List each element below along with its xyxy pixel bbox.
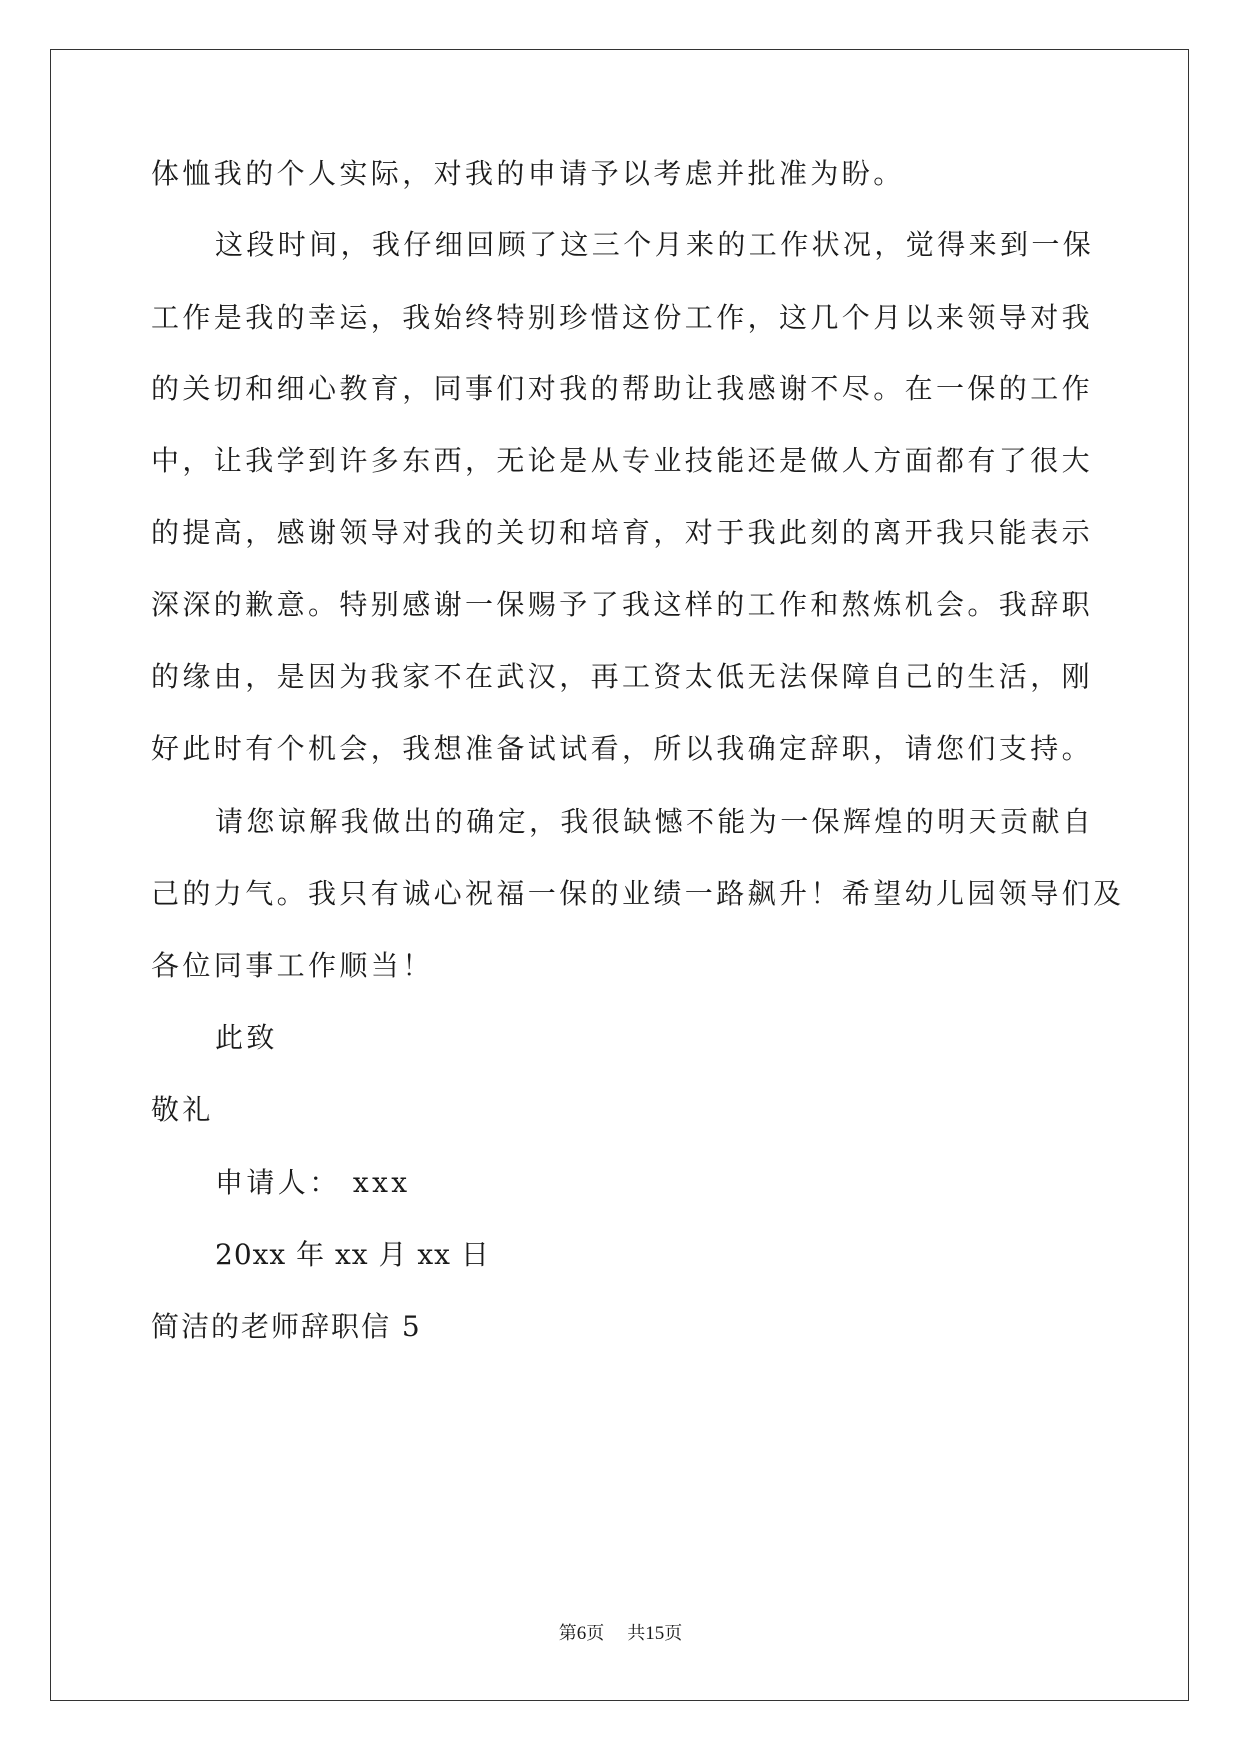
text-line: 体恤我的个人实际，对我的申请予以考虑并批准为盼。	[151, 157, 905, 190]
text-line: 好此时有个机会，我想准备试试看，所以我确定辞职，请您们支持。	[151, 732, 1094, 765]
paragraph-line: 请您谅解我做出的确定，我很缺憾不能为一保辉煌的明天贡献自	[215, 805, 1095, 838]
text-line: 各位同事工作顺当！	[151, 949, 434, 982]
text-line: 工作是我的幸运，我始终特别珍惜这份工作，这几个月以来领导对我	[151, 301, 1094, 334]
text-line: 的关切和细心教育，同事们对我的帮助让我感谢不尽。在一保的工作	[151, 372, 1094, 405]
salutation-regards: 敬礼	[151, 1093, 214, 1126]
page-number: 6	[576, 1623, 587, 1644]
page-suffix: 页	[586, 1623, 605, 1644]
text-line: 深深的歉意。特别感谢一保赐予了我这样的工作和熬炼机会。我辞职	[151, 588, 1094, 621]
text-line: 的缘由，是因为我家不在武汉，再工资太低无法保障自己的生活，刚	[151, 660, 1094, 693]
page-footer	[0, 1622, 1241, 1646]
total-suffix: 页	[664, 1623, 683, 1644]
salutation-closing: 此致	[215, 1021, 278, 1054]
paragraph-line: 这段时间，我仔细回顾了这三个月来的工作状况，觉得来到一保	[215, 228, 1095, 261]
text-line: 己的力气。我只有诚心祝福一保的业绩一路飙升！希望幼儿园领导们及	[151, 877, 1125, 910]
page-prefix: 第	[558, 1623, 577, 1644]
text-line: 中，让我学到许多东西，无论是从专业技能还是做人方面都有了很大	[151, 444, 1094, 477]
page-border	[50, 49, 1189, 1701]
applicant-signature: 申请人： xxx	[215, 1166, 411, 1199]
letter-date: 20xx 年 xx 月 xx 日	[215, 1238, 490, 1271]
total-prefix: 共	[627, 1623, 646, 1644]
section-heading: 简洁的老师辞职信 5	[151, 1310, 422, 1343]
text-line: 的提高，感谢领导对我的关切和培育，对于我此刻的离开我只能表示	[151, 516, 1094, 549]
total-pages: 15	[645, 1623, 665, 1644]
